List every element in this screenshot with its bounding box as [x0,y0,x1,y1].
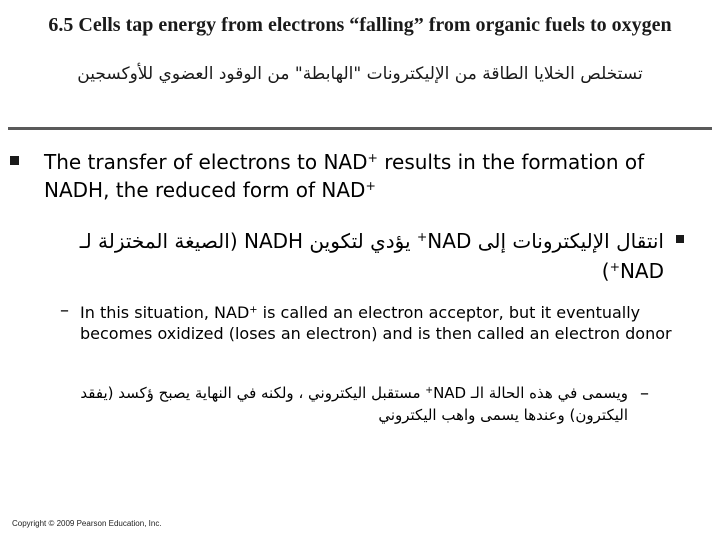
dash-marker: – [60,300,69,321]
copyright-notice: Copyright © 2009 Pearson Education, Inc. [12,519,162,528]
dash-marker: – [640,383,649,404]
title-divider [8,127,712,130]
superscript-plus: + [609,259,620,275]
sub-bullet-english-part2: is called an electron acceptor, but it eventually becomes oxidized (loses an electron) and is then called an electron donor [80,303,672,343]
bullet-english-part1: The transfer of electrons to NAD [44,150,368,174]
bullet-arabic-part1: انتقال الإليكترونات إلى NAD [427,229,664,253]
superscript-plus: + [367,150,378,166]
bullet-arabic [14,226,664,286]
bullet-arabic-part2: يؤدي لتكوين NADH (الصيغة المختزلة لـ NAD [79,229,664,283]
superscript-plus: + [425,384,434,396]
bullet-english [44,148,684,204]
superscript-plus: + [416,229,428,245]
sub-bullet-arabic-part2: مستقبل اليكتروني ، ولكنه في النهاية يصبح ؤكسد (يفقد اليكترون) وعندها يسمى واهب اليكتروني [80,384,628,424]
square-bullet-icon [10,156,19,165]
sub-bullet-arabic-part1: ويسمى في هذه الحالة الـ NAD [433,384,628,402]
square-bullet-icon [676,235,684,243]
sub-bullet-arabic [80,382,628,426]
sub-bullet-english [80,302,690,344]
sub-bullet-english-part1: In this situation, NAD [80,303,250,322]
bullet-english-part2: results in the formation of NADH, the reduced form of NAD [44,150,645,202]
slide-title-english: 6.5 Cells tap energy from electrons “falling” from organic fuels to oxygen [48,14,672,36]
superscript-plus: + [365,178,376,194]
superscript-plus: + [249,304,258,316]
bullet-arabic-part3: ) [601,259,610,283]
slide-title-arabic: تستخلص الخلايا الطاقة من الإليكترونات "الهابطة" من الوقود العضوي للأوكسجين [77,64,643,84]
